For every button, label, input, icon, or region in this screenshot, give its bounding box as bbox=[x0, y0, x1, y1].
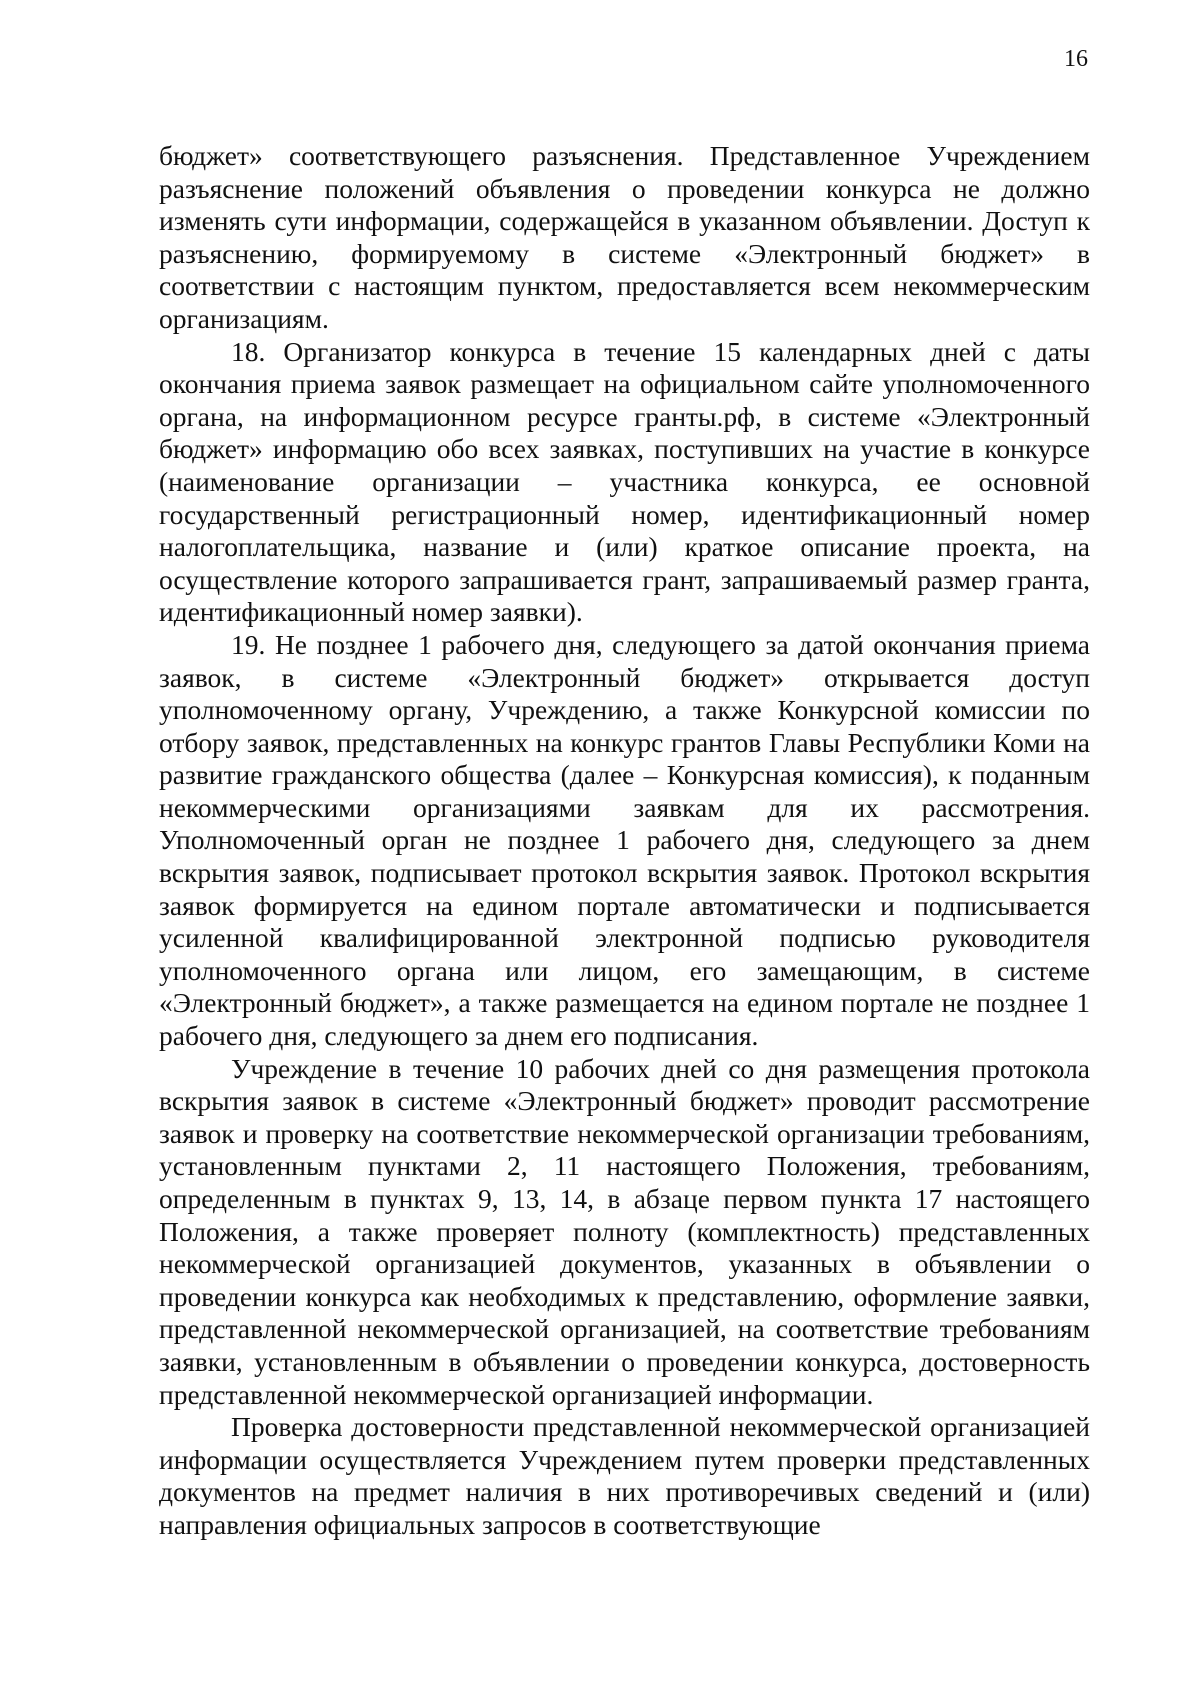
paragraph-review-procedure: Учреждение в течение 10 рабочих дней со дня размещения протокола вскрытия заявок в системе «Электронный бюджет» проводит рассмотрение заявок и проверку на соответствие некоммерческой организации требованиям, установленным пунктами 2, 11 настоящего Положения, требованиям, определенным в пунктах 9, 13, 14, в абзаце первом пункта 17 настоящего Положения, а также проверяет полноту (комплектность) представленных некоммерческой организацией документов, указанных в объявлении о проведении конкурса как необходимых к представлению, оформление заявки, представленной некоммерческой организацией, на соответствие требованиям заявки, установленным в объявлении о проведении конкурса, достоверность представленной некоммерческой организацией информации. bbox=[159, 1052, 1090, 1410]
paragraph-verification: Проверка достоверности представленной некоммерческой организацией информации осуществляется Учреждением путем проверки представленных документов на предмет наличия в них противоречивых сведений и (или) направления официальных запросов в соответствующие bbox=[159, 1411, 1090, 1540]
page-number: 16 bbox=[1064, 46, 1088, 72]
paragraph-continuation: бюджет» соответствующего разъяснения. Представленное Учреждением разъяснение положений объявления о проведении конкурса не должно изменять сути информации, содержащейся в указанном объявлении. Доступ к разъяснению, формируемому в системе «Электронный бюджет» в соответствии с настоящим пунктом, предоставляется всем некоммерческим организациям. bbox=[159, 140, 1090, 334]
paragraph-item-19: 19. Не позднее 1 рабочего дня, следующего за датой окончания приема заявок, в системе «Электронный бюджет» открывается доступ уполномоченному органу, Учреждению, а также Конкурсной комиссии по отбору заявок, представленных на конкурс грантов Главы Республики Коми на развитие гражданского общества (далее – Конкурсная комиссия), к поданным некоммерческими организациями заявкам для их рассмотрения. Уполномоченный орган не позднее 1 рабочего дня, следующего за днем вскрытия заявок, подписывает протокол вскрытия заявок. Протокол вскрытия заявок формируется на едином портале автоматически и подписывается усиленной квалифицированной электронной подписью руководителя уполномоченного органа или лицом, его замещающим, в системе «Электронный бюджет», а также размещается на едином портале не позднее 1 рабочего дня, следующего за днем его подписания. bbox=[159, 628, 1090, 1052]
paragraph-item-18: 18. Организатор конкурса в течение 15 календарных дней с даты окончания приема заявок размещает на официальном сайте уполномоченного органа, на информационном ресурсе гранты.рф, в системе «Электронный бюджет» информацию обо всех заявках, поступивших на участие в конкурсе (наименование организации – участника конкурса, ее основной государственный регистрационный номер, идентификационный номер налогоплательщика, название и (или) краткое описание проекта, на осуществление которого запрашивается грант, запрашиваемый размер гранта, идентификационный номер заявки). bbox=[159, 335, 1090, 628]
document-body bbox=[159, 140, 1090, 1542]
